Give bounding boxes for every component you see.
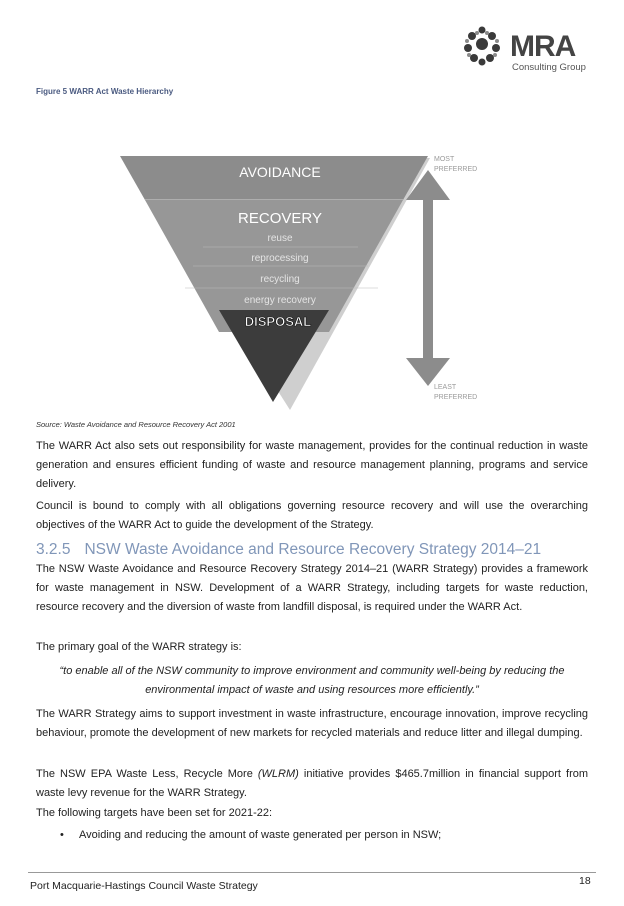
most-label-2: PREFERRED xyxy=(434,166,478,173)
recovery-label: RECOVERY xyxy=(238,210,322,227)
section-title: NSW Waste Avoidance and Resource Recovery Strategy 2014–21 xyxy=(84,541,542,558)
figure-caption: Figure 5 WARR Act Waste Hierarchy xyxy=(36,87,174,96)
paragraph-warr-strategy: The NSW Waste Avoidance and Resource Recovery Strategy 2014–21 (WARR Strategy) provides a framework for waste management in NSW. Development of a WARR Strategy, including targets for waste reduction, resource recovery and the diversion of waste from landfill disposal, is required under the WARR Act. xyxy=(36,563,588,613)
waste-hierarchy-diagram xyxy=(108,140,508,415)
goal-quote: “to enable all of the NSW community to improve environment and community well-being by reducing the environmental impact of waste and using resources more efficiently.” xyxy=(59,665,565,696)
preference-arrow-icon xyxy=(406,170,450,386)
footer-title: Port Macquarie-Hastings Council Waste Strategy xyxy=(30,880,258,892)
logo-subtitle: Consulting Group xyxy=(512,62,586,73)
page-number: 18 xyxy=(579,875,591,887)
paragraph-aims: The WARR Strategy aims to support investment in waste infrastructure, encourage innovation, improve recycling behaviour, promote the development of new markets for recycled materials and reduce litter and illegal dumping. xyxy=(36,708,588,739)
least-label-1: LEAST xyxy=(434,384,457,391)
paragraph-warr-act: The WARR Act also sets out responsibility for waste management, provides for the continual reduction in waste generation and ensures efficient funding of waste and resource management planning, programs and service delivery. xyxy=(36,440,588,490)
paragraph-wlrm xyxy=(36,765,588,803)
paragraph-primary-goal: The primary goal of the WARR strategy is: xyxy=(36,641,242,653)
section-number: 3.2.5 xyxy=(36,541,71,558)
wlrm-text-c: initiative provides $465.7million in financial support from waste levy revenue for the WARR Strategy. xyxy=(36,768,589,799)
reprocessing-label: reprocessing xyxy=(251,253,309,264)
wlrm-text-a: The NSW EPA Waste Less, Recycle More xyxy=(36,768,258,780)
figure-source: Source: Waste Avoidance and Resource Recovery Act 2001 xyxy=(36,420,236,429)
bullet-item: Avoiding and reducing the amount of waste generated per person in NSW; xyxy=(79,829,442,841)
logo-name: MRA xyxy=(510,30,576,63)
energy-recovery-label: energy recovery xyxy=(244,295,316,306)
most-label-1: MOST xyxy=(434,156,455,163)
wlrm-abbrev: (WLRM) xyxy=(257,768,299,780)
bullet-icon: • xyxy=(60,829,64,841)
recycling-label: recycling xyxy=(260,274,300,285)
footer-divider xyxy=(28,872,596,873)
reuse-label: reuse xyxy=(267,233,293,244)
avoidance-label: AVOIDANCE xyxy=(239,164,321,180)
least-label-2: PREFERRED xyxy=(434,394,478,401)
section-heading xyxy=(36,541,541,559)
paragraph-targets: The following targets have been set for 2021-22: xyxy=(36,807,273,819)
disposal-label: DISPOSAL xyxy=(244,314,312,329)
paragraph-council: Council is bound to comply with all obligations governing resource recovery and will use the overarching objectives of the WARR Act to guide the development of the Strategy. xyxy=(36,500,588,531)
